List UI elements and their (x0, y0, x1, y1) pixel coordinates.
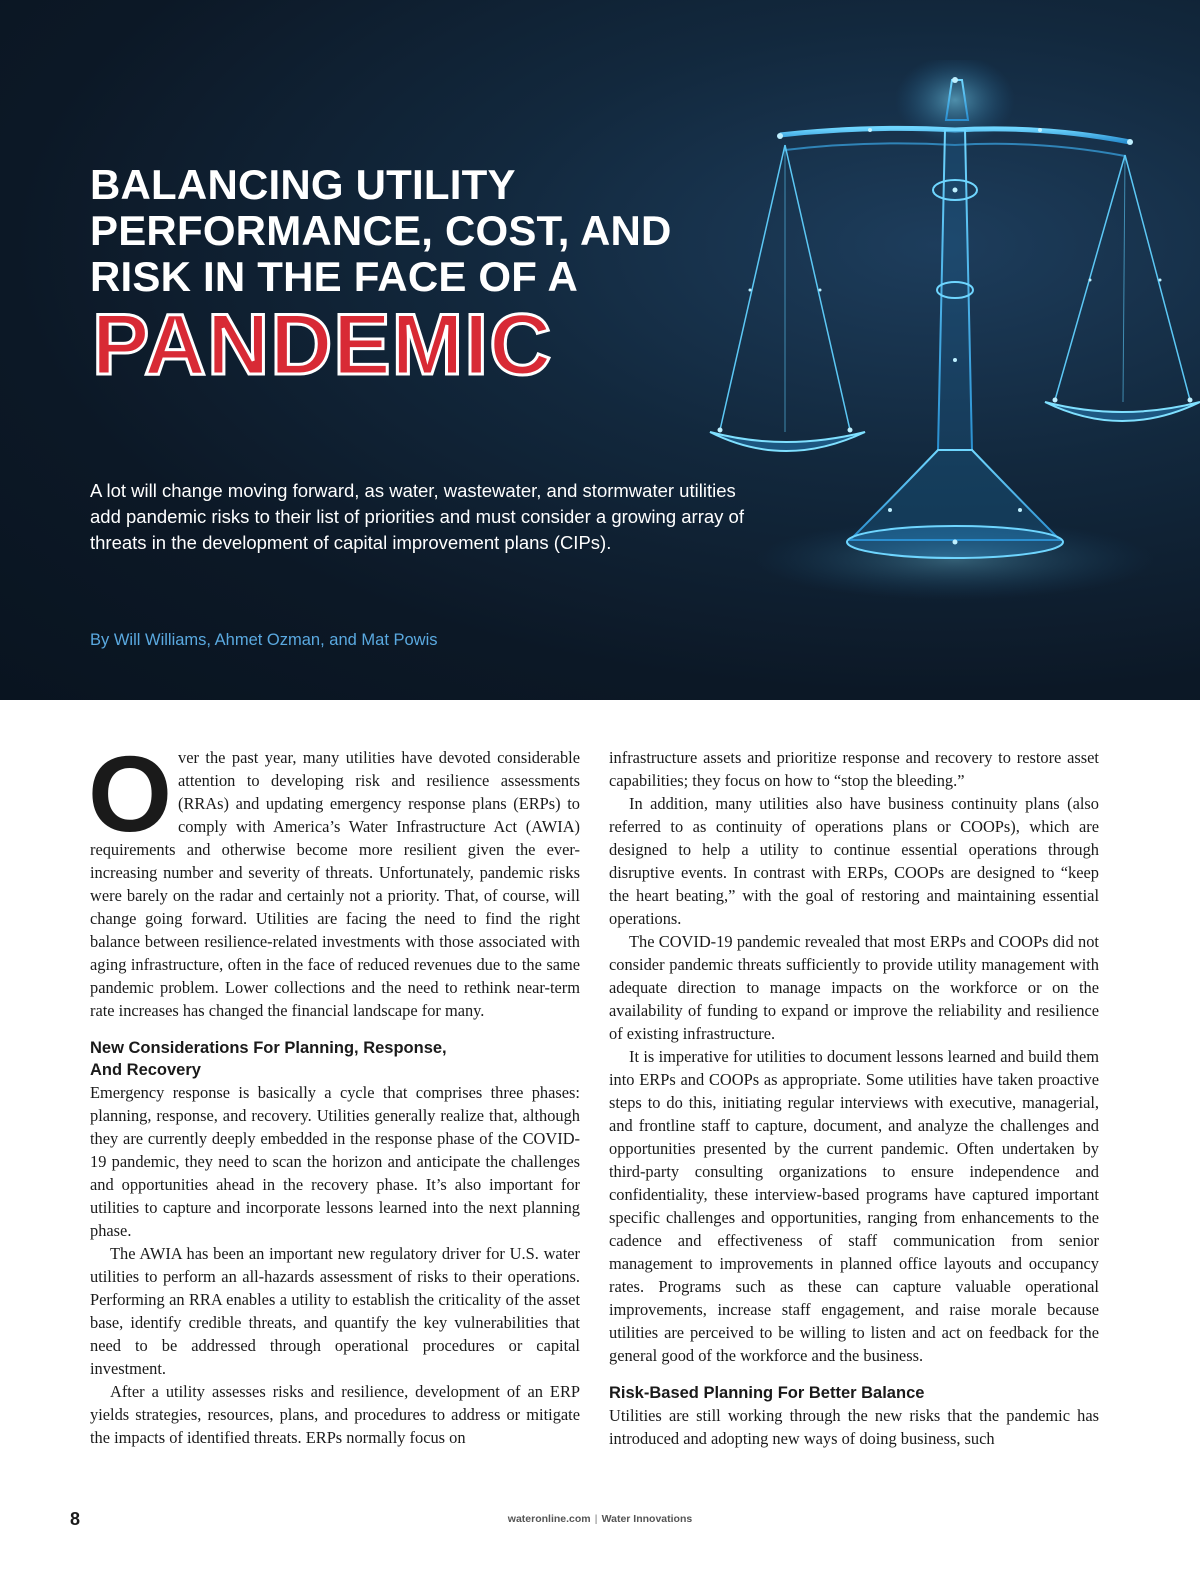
body-paragraph: The COVID-19 pandemic revealed that most ERPs and COOPs did not consider pandemic threats sufficiently to provide utility management with adequate direction to manage impacts on the workforce or on the availability of funding to expand or improve the reliability and resilience of existing infrastructure. (609, 932, 1099, 1043)
scales-of-justice-icon (690, 60, 1200, 620)
footer-section: Water Innovations (601, 1513, 693, 1525)
section-heading: Risk-Based Planning For Better Balance (609, 1384, 925, 1402)
section-heading-line: New Considerations For Planning, Response, (90, 1039, 447, 1057)
footer-separator: | (594, 1513, 598, 1525)
body-paragraph: It is imperative for utilities to document lessons learned and build them into ERPs and COOPs as appropriate. Some utilities have taken proactive steps to do this, initiating regular interviews with executive, managerial, and frontline staff to capture, document, and analyze the challenges and opportunities presented by the current pandemic. Often undertaken by third-party consulting organizations to ensure independence and confidentiality, these interview-based programs have captured important specific challenges and opportunities, ranging from enhancements to the cadence and effectiveness of staff communication from senior management to improvements in planned office layouts and occupancy rates. Programs such as these can capture valuable operational improvements, increase staff engagement, and raise morale because utilities are perceived to be willing to listen and act on feedback for the general good of the workforce and the business. (609, 1047, 1099, 1365)
drop-cap: O (88, 733, 173, 854)
intro-paragraph (88, 733, 580, 1022)
body-paragraph: Emergency response is basically a cycle that comprises three phases: planning, response, and recovery. Utilities generally realize that, although they are currently deeply embedded in the response phase of the COVID-19 pandemic, they need to scan the horizon and anticipate the challenges and opportunities ahead in the recovery phase. It’s also important for utilities to capture and incorporate lessons learned into the next planning phase. (90, 1083, 580, 1240)
body-paragraph: After a utility assesses risks and resilience, development of an ERP yields strategies, resources, plans, and procedures to address or mitigate the impacts of identified threats. ERPs normally focus on (90, 1382, 580, 1447)
footer-credit (0, 1513, 1200, 1525)
headline-line: BALANCING UTILITY (90, 161, 516, 208)
body-paragraph: The AWIA has been an important new regulatory driver for U.S. water utilities to perform an all-hazards assessment of risks to their operations. Performing an RRA enables a utility to establish the criticality of the asset base, identify credible threats, and quantify the key vulnerabilities that need to be addressed through operational procedures or capital investment. (90, 1244, 580, 1378)
body-paragraph: Utilities are still working through the new risks that the pandemic has introduced and adopting new ways of doing business, such (609, 1406, 1099, 1448)
headline-line: RISK IN THE FACE OF A (90, 253, 578, 300)
byline: By Will Williams, Ahmet Ozman, and Mat Powis (90, 631, 438, 649)
body-paragraph: infrastructure assets and prioritize response and recovery to restore asset capabilities; they focus on how to “stop the bleeding.” (609, 748, 1099, 790)
intro-text: ver the past year, many utilities have devoted considerable attention to developing risk and resilience assessments (RRAs) and updating emergency response plans (ERPs) to comply with America’s Water Infrastructure Act (AWIA) requirements and otherwise become more resilient given the ever-increasing number and severity of threats. Unfortunately, pandemic risks were barely on the radar and certainly not a priority. That, of course, will change going forward. Utilities are facing the need to find the right balance between resilience-related investments with those associated with aging infrastructure, often in the face of reduced revenues due to the same pandemic problem. Lower collections and the need to rethink near-term rate increases has changed the financial landscape for many. (90, 748, 580, 1020)
headline (90, 162, 790, 300)
deck-text: A lot will change moving forward, as water, wastewater, and stormwater utilities add pandemic risks to their list of priorities and must consider a growing array of threats in the development of capital improvement plans (CIPs). (90, 480, 744, 553)
hero-banner (0, 0, 1200, 700)
footer-site: wateronline.com (507, 1513, 591, 1525)
section-heading (90, 1037, 580, 1081)
headline-line: PERFORMANCE, COST, AND (90, 207, 672, 254)
headline-emphasis: PANDEMIC (92, 297, 553, 393)
article-column-left (88, 733, 580, 1449)
article-column-right (609, 746, 1099, 1450)
section-heading-line: And Recovery (90, 1061, 201, 1079)
body-paragraph: In addition, many utilities also have business continuity plans (also referred to as continuity of operations plans or COOPs), which are designed to help a utility to continue essential operations through disruptive events. In contrast with ERPs, COOPs are designed to “keep the heart beating,” with the goal of restoring and maintaining essential operations. (609, 794, 1099, 928)
page-number: 8 (70, 1509, 81, 1529)
